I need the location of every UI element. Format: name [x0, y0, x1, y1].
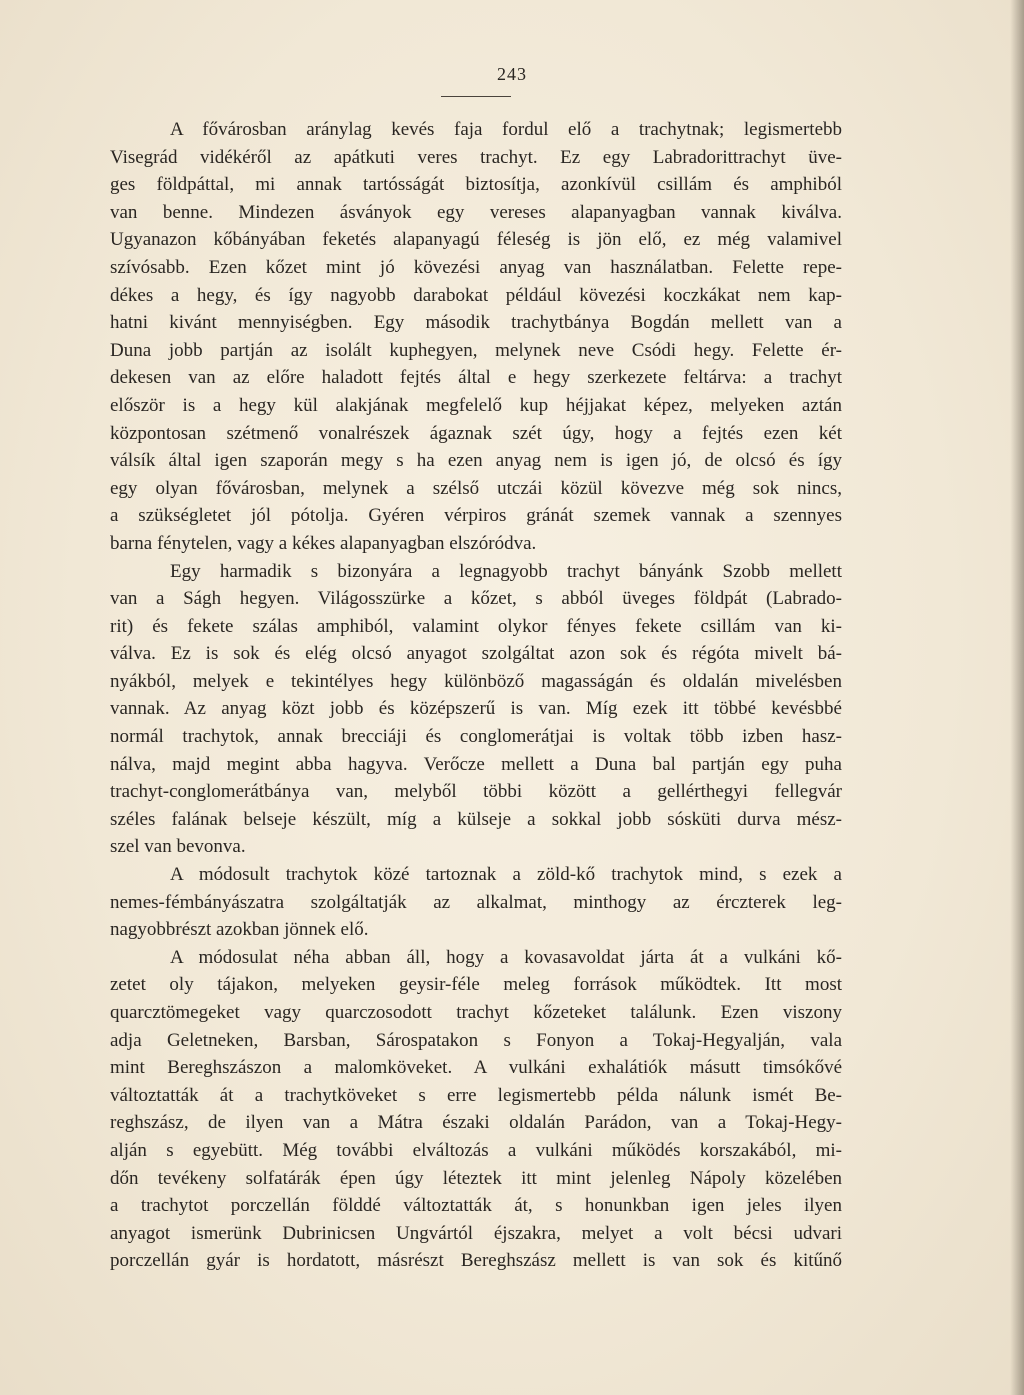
- text-line: szel van bevonva.: [110, 836, 246, 858]
- text-line: egy olyan fővárosban, melynek a szélső utczái közül kövezve még sok nincs,: [110, 477, 842, 499]
- text-line: ges földpáttal, mi annak tartósságát biztosítja, azonkívül csillám és amphiból: [110, 174, 842, 196]
- text-line: válva. Ez is sok és elég olcsó anyagot szolgáltat azon sok és régóta mivelt bá-: [110, 643, 842, 665]
- text-line: mint Bereghszászon a malomköveket. A vulkáni exhalátiók másutt timsókővé: [110, 1057, 842, 1079]
- text-line: vannak. Az anyag közt jobb és középszerű is van. Míg ezek itt többé kevésbbé: [110, 698, 842, 720]
- text-line: trachyt-conglomerátbánya van, melyből többi között a gellérthegyi fellegvár: [110, 781, 842, 803]
- text-line: normál trachytok, annak brecciáji és conglomerátjai is voltak több izben hasz-: [110, 726, 842, 748]
- text-line: hatni kivánt mennyiségben. Egy második trachytbánya Bogdán mellett van a: [110, 312, 842, 334]
- text-line: a trachytot porczellán földdé változtatták át, s honunkban igen jeles ilyen: [110, 1195, 842, 1217]
- body-text: [110, 116, 842, 1275]
- text-line: A módosulat néha abban áll, hogy a kovasavoldat járta át a vulkáni kő-: [170, 946, 842, 968]
- text-line: központosan szétmenő vonalrészek ágaznak szét úgy, hogy a fejtés ezen két: [110, 422, 842, 444]
- text-line: rit) és fekete szálas amphiból, valamint olykor fényes fekete csillám van ki-: [110, 615, 842, 637]
- text-line: zetet oly tájakon, melyeken geysir-féle meleg források működtek. Itt most: [110, 974, 842, 996]
- text-line: nemes-fémbányászatra szolgáltatják az alkalmat, minthogy az érczterek leg-: [110, 891, 842, 913]
- text-line: porczellán gyár is hordatott, másrészt Bereghszász mellett is van sok és kitűnő: [110, 1250, 842, 1272]
- text-line: anyagot ismerünk Dubrinicsen Ungvártól éjszakra, melyet a volt bécsi udvari: [110, 1222, 842, 1244]
- text-line: Duna jobb partján az isolált kuphegyen, melynek neve Csódi hegy. Felette ér-: [110, 339, 842, 361]
- text-line: Visegrád vidékéről az apátkuti veres trachyt. Ez egy Labradorittrachyt üve-: [110, 146, 842, 168]
- text-line: van benne. Mindezen ásványok egy vereses alapanyagban vannak kiválva.: [110, 201, 842, 223]
- page-number: 243: [497, 64, 527, 84]
- text-line: Egy harmadik s bizonyára a legnagyobb trachyt bányánk Szobb mellett: [170, 560, 842, 582]
- text-line: dékes a hegy, és így nagyobb darabokat például kövezési koczkákat nem kap-: [110, 284, 842, 306]
- text-line: A fővárosban aránylag kevés faja fordul elő a trachytnak; legismertebb: [170, 119, 842, 140]
- text-line: változtatták át a trachytköveket s erre legismertebb példa nálunk ismét Be-: [110, 1084, 842, 1106]
- text-line: szívósabb. Ezen kőzet mint jó kövezési anyag van használatban. Felette repe-: [110, 256, 842, 278]
- text-line: válsík által igen szaporán megy s ha ezen anyag nem is igen jó, de olcsó és így: [110, 450, 842, 472]
- text-line: quarcztömegeket vagy quarczosodott trachyt kőzeteket találunk. Ezen viszony: [110, 1002, 842, 1023]
- text-line: nyákból, melyek e tekintélyes hegy különböző magasságán és oldalán mivelésben: [110, 670, 842, 692]
- text-line: A módosult trachytok közé tartoznak a zöld-kő trachytok mind, s ezek a: [170, 864, 842, 886]
- text-line: nálva, majd megint abba hagyva. Verőcze mellett a Duna bal partján egy puha: [110, 753, 842, 775]
- page-number-rule: [441, 96, 511, 97]
- text-line: adja Geletneken, Barsban, Sárospatakon s Fonyon a Tokaj-Hegyalján, vala: [110, 1029, 842, 1051]
- text-line: széles falának belseje készült, míg a külseje a sokkal jobb sósküti durva mész-: [110, 808, 842, 830]
- text-line: barna fénytelen, vagy a kékes alapanyagban elszóródva.: [110, 532, 537, 554]
- text-line: dekesen van az előre haladott fejtés által e hegy szerkezete feltárva: a trachyt: [110, 367, 842, 389]
- text-line: nagyobbrészt azokban jönnek elő.: [110, 919, 369, 941]
- text-line: reghszász, de ilyen van a Mátra északi oldalán Parádon, van a Tokaj-Hegy-: [110, 1112, 842, 1134]
- text-line: először is a hegy kül alakjának megfelelő kup héjjakat képez, melyeken aztán: [110, 394, 842, 416]
- text-line: alján s egyebütt. Még további elváltozás a vulkáni működés korszakából, mi-: [110, 1139, 842, 1161]
- text-line: van a Ságh hegyen. Világosszürke a kőzet, s abból üveges földpát (Labrado-: [110, 588, 842, 610]
- text-line: a szükségletet jól pótolja. Gyéren vérpiros gránát szemek vannak a szennyes: [110, 505, 842, 527]
- text-line: Ugyanazon kőbányában feketés alapanyagú féleség is jön elő, ez még valamivel: [110, 229, 842, 251]
- text-line: dőn tevékeny solfatárák épen úgy léteztek itt mint jelenleg Nápoly közelében: [110, 1167, 842, 1189]
